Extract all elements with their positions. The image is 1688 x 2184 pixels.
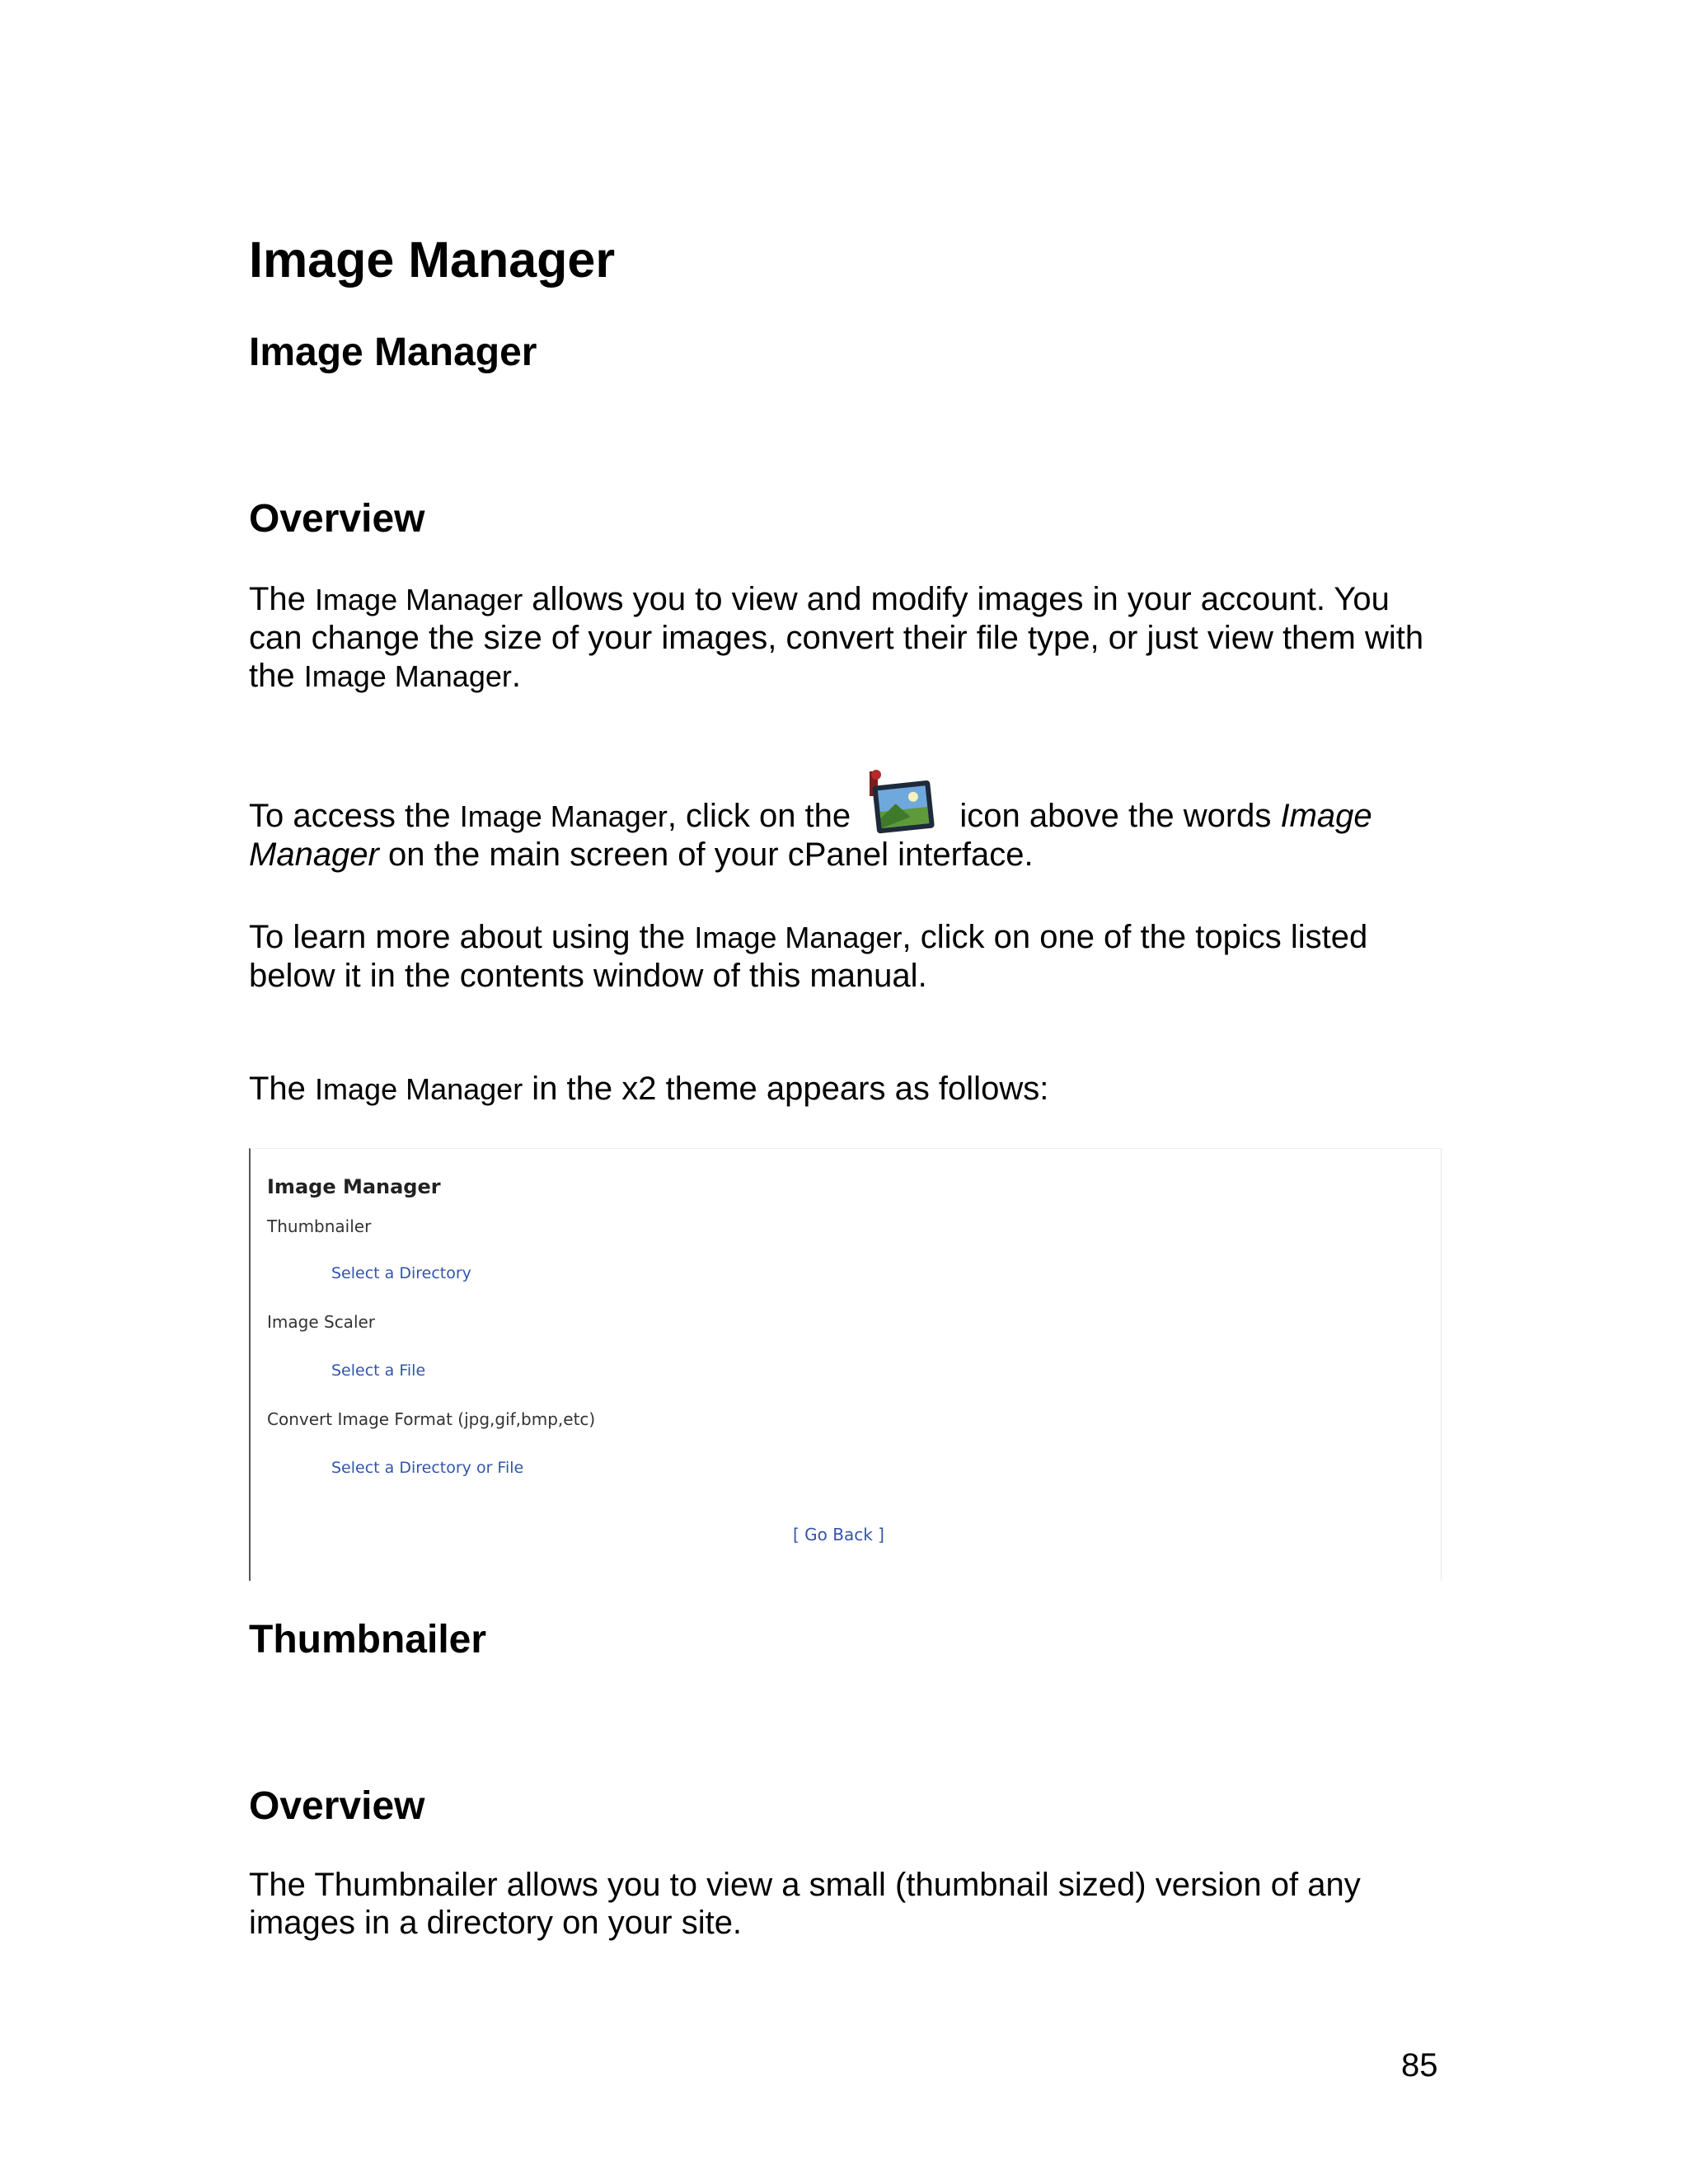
overview-heading: Overview xyxy=(249,497,425,541)
select-directory-link[interactable]: Select a Directory xyxy=(331,1264,471,1282)
ui-term: Image Manager xyxy=(303,659,512,693)
select-file-link[interactable]: Select a File xyxy=(331,1361,426,1380)
thumbnailer-overview-heading: Overview xyxy=(249,1784,425,1828)
go-back-link[interactable]: [ Go Back ] xyxy=(793,1525,884,1544)
ui-term: Image Manager xyxy=(694,921,903,954)
access-paragraph: To access the Image Manager, click on the icon above the words Image Manager on the main screen of your cPanel interface. xyxy=(249,766,1442,874)
screenshot-title: Image Manager xyxy=(267,1175,441,1198)
screenshot-section-image-scaler: Image Scaler xyxy=(267,1312,376,1332)
ui-term: Image Manager xyxy=(315,1072,523,1106)
thumbnailer-paragraph: The Thumbnailer allows you to view a small (thumbnail sized) version of any images in a directory on your site. xyxy=(249,1867,1361,1941)
screenshot-section-convert-format: Convert Image Format (jpg,gif,bmp,etc) xyxy=(267,1409,596,1429)
screenshot-section-thumbnailer: Thumbnailer xyxy=(267,1216,372,1236)
page-number: 85 xyxy=(1401,2047,1438,2083)
overview-paragraph: The Image Manager allows you to view and modify images in your account. You can change the size of your images, convert their file type, or just view them with the Image Manager. xyxy=(249,581,1424,694)
theme-paragraph: The Image Manager in the x2 theme appears as follows: xyxy=(249,1071,1049,1107)
select-directory-or-file-link[interactable]: Select a Directory or File xyxy=(331,1459,524,1477)
ui-term: Image Manager xyxy=(315,583,523,616)
page-title: Image Manager xyxy=(249,232,616,288)
section-title: Image Manager xyxy=(249,330,537,374)
learn-more-paragraph: To learn more about using the Image Manager, click on one of the topics listed below it in the contents window of this manual. xyxy=(249,919,1368,994)
image-manager-icon xyxy=(866,770,939,839)
ui-term: Image Manager xyxy=(459,799,668,833)
thumbnailer-heading: Thumbnailer xyxy=(249,1618,487,1661)
image-manager-screenshot xyxy=(249,1148,1442,1581)
